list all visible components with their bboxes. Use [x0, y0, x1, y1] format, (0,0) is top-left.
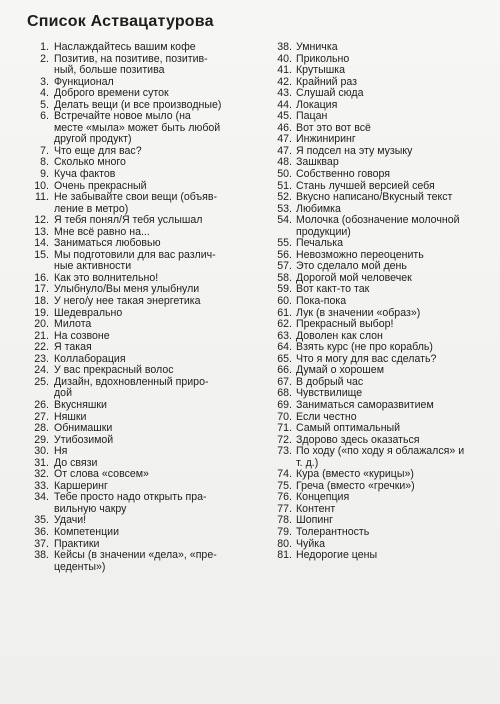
item-number: 80. [277, 537, 292, 550]
page-title: Список Аствацатурова [27, 13, 214, 30]
item-number: 67. [277, 375, 292, 388]
list-item [276, 42, 494, 54]
item-text: Ня [54, 445, 68, 458]
item-text: Я тебя понял/Я тебя услышал [54, 214, 203, 227]
item-text: В добрый час [296, 375, 364, 388]
item-text: Зашквар [296, 156, 339, 169]
item-number: 9. [40, 168, 49, 181]
item-number: 40. [277, 52, 292, 65]
item-text: Концепция [296, 491, 350, 504]
item-text: По ходу («по ходу я облажался» и т. д.) [296, 445, 465, 469]
item-text: Если честно [296, 410, 357, 423]
item-number: 5. [40, 98, 49, 111]
item-text: Практики [54, 537, 100, 550]
item-text: Встречайте новое мыло (на месте «мыла» может быть любой другой продукт) [54, 110, 221, 146]
item-number: 24. [34, 364, 49, 377]
item-number: 27. [34, 410, 49, 423]
item-text: Шедеврально [54, 306, 123, 319]
item-text: Тебе просто надо открыть пра- вильную чакру [54, 491, 207, 515]
item-text: Дизайн, вдохновленный приро- дой [54, 375, 209, 400]
item-number: 78. [277, 514, 292, 527]
list-item [276, 88, 494, 100]
item-text: Кура (вместо «курицы») [296, 468, 414, 481]
item-number: 60. [277, 295, 292, 308]
item-number: 62. [277, 318, 292, 331]
item-text: Вот какт-то так [296, 283, 370, 296]
list-item [276, 400, 494, 412]
item-number: 3. [40, 75, 49, 88]
list-item [27, 111, 267, 146]
item-text: У него/у нее такая энергетика [54, 295, 201, 308]
item-number: 58. [277, 271, 292, 284]
list-item [27, 400, 267, 412]
item-number: 26. [34, 398, 49, 411]
item-text: Взять курс (не про корабль) [296, 341, 433, 354]
item-text: Любимка [296, 202, 341, 215]
list-item [27, 550, 267, 573]
list-item [276, 296, 494, 308]
item-number: 21. [34, 329, 49, 342]
item-number: 22. [34, 341, 49, 354]
list-item [27, 192, 267, 215]
item-number: 77. [277, 502, 292, 515]
list-item [276, 65, 494, 77]
item-number: 81. [277, 549, 292, 562]
item-number: 31. [34, 456, 49, 469]
item-text: Мне всё равно на... [54, 225, 150, 238]
item-number: 48. [277, 156, 292, 169]
item-number: 25. [34, 375, 49, 388]
item-number: 10. [34, 179, 49, 192]
item-number: 42. [277, 75, 292, 88]
item-text: Как это волнительно! [54, 271, 159, 284]
item-text: Кейсы (в значении «дела», «пре- цеденты») [54, 549, 217, 573]
item-text: Слушай сюда [296, 87, 364, 100]
item-text: Улыбнуло/Вы меня улыбнули [54, 283, 200, 296]
list-item [276, 169, 494, 181]
item-number: 46. [277, 121, 292, 134]
item-text: Утибозимой [54, 433, 114, 446]
item-text: Что еще для вас? [54, 144, 142, 157]
list-column-left [27, 42, 267, 573]
item-text: Прикольно [296, 52, 350, 65]
item-number: 59. [277, 283, 292, 296]
item-number: 12. [34, 214, 49, 227]
item-text: Что я могу для вас сделать? [296, 352, 437, 365]
item-text: Греча (вместо «гречки») [296, 479, 415, 492]
item-text: У вас прекрасный волос [54, 364, 174, 377]
item-number: 56. [277, 248, 292, 261]
list-item [27, 446, 267, 458]
item-text: Удачи! [54, 514, 87, 527]
item-number: 70. [277, 410, 292, 423]
list-item [27, 527, 267, 539]
item-text: Вкусняшки [54, 398, 107, 411]
list-item [27, 169, 267, 181]
item-number: 44. [277, 98, 292, 111]
item-number: 47. [277, 144, 292, 157]
list-item [276, 215, 494, 238]
item-number: 8. [40, 156, 49, 169]
item-text: Самый оптимальный [296, 422, 401, 435]
item-text: Инжиниринг [296, 133, 356, 146]
item-number: 71. [277, 422, 292, 435]
item-number: 33. [34, 479, 49, 492]
item-text: Компетенции [54, 525, 120, 538]
item-text: Пока-пока [296, 295, 347, 308]
item-number: 57. [277, 260, 292, 273]
list-column-right [276, 42, 494, 562]
item-text: Позитив, на позитиве, позитив- ный, больше позитива [54, 52, 208, 77]
item-text: Не забывайте свои вещи (объяв- ление в метро) [54, 191, 217, 215]
list-item [27, 296, 267, 308]
item-number: 41. [277, 64, 292, 77]
item-number: 79. [277, 525, 292, 538]
item-text: Заниматься саморазвитием [296, 398, 434, 411]
item-number: 14. [34, 237, 49, 250]
list-item [27, 492, 267, 515]
item-number: 7. [40, 144, 49, 157]
item-number: 47. [277, 133, 292, 146]
item-text: Чуйка [296, 537, 326, 550]
item-number: 76. [277, 491, 292, 504]
item-text: Молочка (обозначение молочной продукции) [296, 214, 460, 238]
item-text: До связи [54, 456, 98, 469]
item-text: От слова «совсем» [54, 468, 149, 481]
item-text: Я такая [54, 341, 92, 354]
item-text: Контент [296, 502, 336, 515]
item-number: 45. [277, 110, 292, 123]
item-number: 74. [277, 468, 292, 481]
list-item [27, 423, 267, 435]
item-number: 38. [277, 41, 292, 53]
list-item [276, 423, 494, 435]
list-item [27, 377, 267, 400]
item-number: 52. [277, 191, 292, 204]
item-text: Шопинг [296, 514, 333, 527]
item-text: Думай о хорошем [296, 364, 384, 377]
list-item [276, 192, 494, 204]
list-item [276, 446, 494, 469]
item-text: Умничка [296, 41, 338, 53]
item-number: 23. [34, 352, 49, 365]
item-text: На созвоне [54, 329, 110, 342]
list-item [276, 550, 494, 562]
item-text: Стань лучшей версией себя [296, 179, 435, 192]
item-text: Каршеринг [54, 479, 108, 492]
list-item [276, 319, 494, 331]
item-number: 4. [40, 87, 49, 100]
item-number: 37. [34, 537, 49, 550]
item-number: 64. [277, 341, 292, 354]
item-number: 53. [277, 202, 292, 215]
item-number: 73. [277, 445, 292, 458]
item-text: Крайний раз [296, 75, 358, 88]
item-number: 34. [34, 491, 49, 504]
item-text: Невозможно переоценить [296, 248, 424, 261]
item-number: 65. [277, 352, 292, 365]
item-text: Заниматься любовью [54, 237, 161, 250]
item-number: 30. [34, 445, 49, 458]
item-number: 43. [277, 87, 292, 100]
item-number: 69. [277, 398, 292, 411]
item-text: Сколько много [54, 156, 126, 169]
item-text: Куча фактов [54, 168, 116, 181]
item-text: Недорогие цены [296, 549, 378, 562]
item-text: Это сделало мой день [296, 260, 407, 273]
item-number: 51. [277, 179, 292, 192]
item-text: Доброго времени суток [54, 87, 169, 100]
item-number: 35. [34, 514, 49, 527]
item-text: Няшки [54, 410, 87, 423]
item-number: 36. [34, 525, 49, 538]
list-item [27, 54, 267, 77]
item-number: 11. [35, 191, 49, 204]
item-text: Толерантность [296, 525, 370, 538]
item-number: 50. [277, 168, 292, 181]
item-number: 55. [277, 237, 292, 250]
item-number: 63. [277, 329, 292, 342]
item-text: Пацан [296, 110, 328, 123]
item-number: 13. [34, 225, 49, 238]
item-number: 72. [277, 433, 292, 446]
item-text: Я подсел на эту музыку [296, 144, 413, 157]
item-number: 1. [40, 41, 49, 53]
item-text: Локация [296, 98, 338, 111]
item-number: 54. [277, 214, 292, 227]
item-number: 19. [34, 306, 49, 319]
item-number: 38. [34, 549, 49, 562]
item-number: 16. [34, 271, 49, 284]
item-text: Вот это вот всё [296, 121, 371, 134]
item-number: 20. [34, 318, 49, 331]
item-number: 17. [34, 283, 49, 296]
item-text: Вкусно написано/Вкусный текст [296, 191, 453, 204]
item-text: Мы подготовили для вас различ- ные активности [54, 248, 216, 273]
item-text: Дорогой мой человечек [296, 271, 412, 284]
item-number: 15. [34, 248, 49, 261]
item-text: Очень прекрасный [54, 179, 147, 192]
item-number: 68. [277, 387, 292, 400]
item-text: Милота [54, 318, 92, 331]
list-item [27, 42, 267, 54]
item-number: 28. [34, 422, 49, 435]
list-item [27, 319, 267, 331]
item-number: 6. [40, 110, 49, 123]
list-item [27, 88, 267, 100]
item-text: Делать вещи (и все производные) [54, 98, 222, 111]
item-number: 2. [40, 52, 49, 65]
item-text: Наслаждайтесь вашим кофе [54, 41, 196, 53]
item-text: Собственно говоря [296, 168, 391, 181]
item-text: Лук (в значении «образ») [296, 306, 421, 319]
item-text: Обнимашки [54, 422, 113, 435]
item-text: Доволен как слон [296, 329, 383, 342]
list-item [276, 527, 494, 539]
item-text: Функционал [54, 75, 114, 88]
item-text: Чувствилище [296, 387, 363, 400]
item-number: 66. [277, 364, 292, 377]
item-text: Прекрасный выбор! [296, 318, 394, 331]
item-number: 18. [34, 295, 49, 308]
item-text: Здорово здесь оказаться [296, 433, 420, 446]
list-item [27, 250, 267, 273]
item-number: 75. [277, 479, 292, 492]
item-number: 29. [34, 433, 49, 446]
item-text: Коллаборация [54, 352, 126, 365]
item-text: Крутышка [296, 64, 345, 77]
item-text: Печалька [296, 237, 344, 250]
item-number: 32. [34, 468, 49, 481]
item-number: 61. [277, 306, 292, 319]
